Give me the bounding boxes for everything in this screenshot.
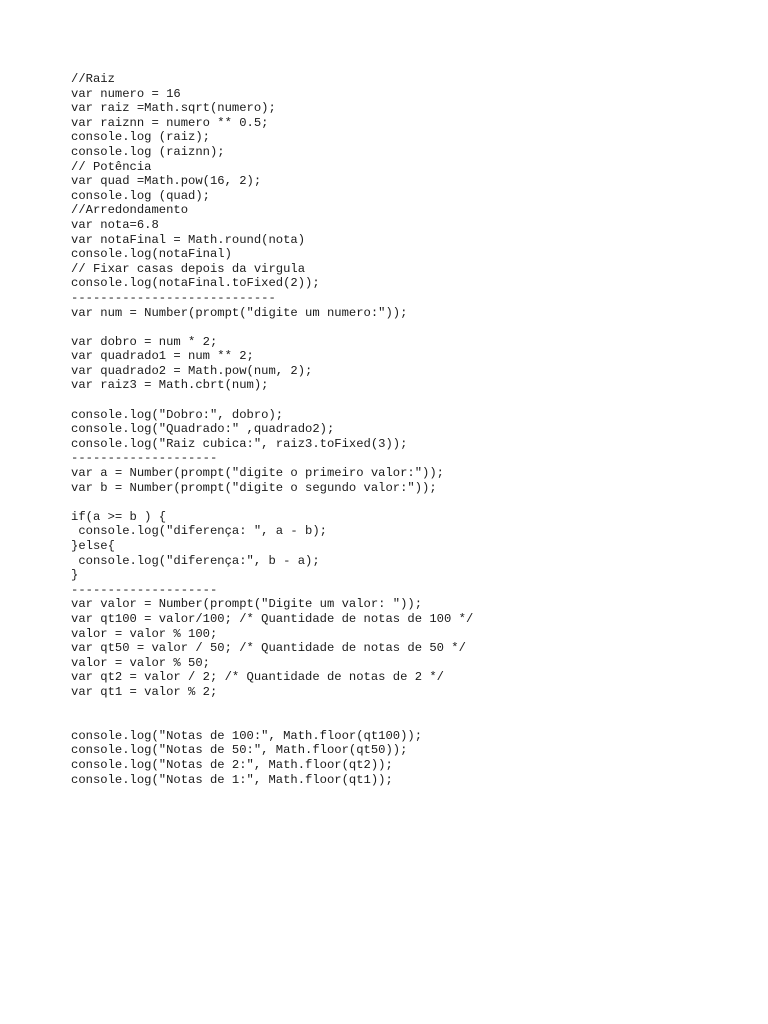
code-text-block xyxy=(71,72,731,787)
code-line: valor = valor % 50; xyxy=(71,655,210,670)
code-line: console.log("Quadrado:" ,quadrado2); xyxy=(71,422,335,437)
code-line: console.log("Notas de 50:", Math.floor(qt50)); xyxy=(71,743,408,758)
code-line: }else{ xyxy=(71,539,115,553)
code-line: } xyxy=(71,568,79,583)
code-line: console.log("Notas de 1:", Math.floor(qt1)); xyxy=(71,772,393,787)
code-line: var raiznn = numero ** 0.5; xyxy=(71,115,269,130)
code-line xyxy=(71,700,731,715)
code-line: console.log("Notas de 100:", Math.floor(qt100)); xyxy=(71,728,423,743)
code-line: var qt100 = valor/100; /* Quantidade de notas de 100 */ xyxy=(71,611,474,626)
code-line: var numero = 16 xyxy=(71,86,181,101)
code-line: //Arredondamento xyxy=(71,203,189,218)
code-line: var qt1 = valor % 2; xyxy=(71,684,218,699)
code-line: console.log("diferença:", b - a); xyxy=(71,553,320,568)
code-line: var notaFinal = Math.round(nota) xyxy=(71,232,306,247)
code-line xyxy=(71,714,731,729)
code-line xyxy=(71,320,731,335)
code-line: var nota=6.8 xyxy=(71,217,159,232)
code-line: console.log("Raiz cubica:", raiz3.toFixed(3)); xyxy=(71,436,408,451)
code-line: var quadrado2 = Math.pow(num, 2); xyxy=(71,363,313,378)
code-line: console.log("Notas de 2:", Math.floor(qt2)); xyxy=(71,757,393,772)
code-line: var raiz =Math.sqrt(numero); xyxy=(71,101,276,116)
code-line: var quad =Math.pow(16, 2); xyxy=(71,174,262,189)
code-line: // Potência xyxy=(71,159,152,174)
code-line: // Fixar casas depois da virgula xyxy=(71,261,306,276)
code-line: console.log (raiz); xyxy=(71,130,210,145)
code-line: var qt2 = valor / 2; /* Quantidade de notas de 2 */ xyxy=(71,670,444,685)
code-line: console.log("Dobro:", dobro); xyxy=(71,407,284,422)
code-line: -------------------- xyxy=(71,451,218,466)
code-line: var quadrado1 = num ** 2; xyxy=(71,349,254,364)
code-line: console.log (quad); xyxy=(71,188,210,203)
code-line: var num = Number(prompt("digite um numero:")); xyxy=(71,305,408,320)
code-line: //Raiz xyxy=(71,72,115,86)
code-line: var dobro = num * 2; xyxy=(71,334,218,349)
code-line: console.log (raiznn); xyxy=(71,144,225,159)
code-line: var qt50 = valor / 50; /* Quantidade de notas de 50 */ xyxy=(71,641,466,656)
code-line: var b = Number(prompt("digite o segundo valor:")); xyxy=(71,480,437,495)
code-line xyxy=(71,495,731,510)
code-line: console.log(notaFinal) xyxy=(71,247,232,262)
code-line: var raiz3 = Math.cbrt(num); xyxy=(71,378,269,393)
code-line: if(a >= b ) { xyxy=(71,509,167,524)
code-line: console.log(notaFinal.toFixed(2)); xyxy=(71,276,320,291)
code-line: console.log("diferença: ", a - b); xyxy=(71,524,327,539)
code-line: var valor = Number(prompt("Digite um valor: ")); xyxy=(71,597,423,612)
code-line: -------------------- xyxy=(71,582,218,597)
code-line xyxy=(71,393,731,408)
code-line: ---------------------------- xyxy=(71,290,276,305)
code-line: var a = Number(prompt("digite o primeiro valor:")); xyxy=(71,466,444,481)
code-line: valor = valor % 100; xyxy=(71,626,218,641)
